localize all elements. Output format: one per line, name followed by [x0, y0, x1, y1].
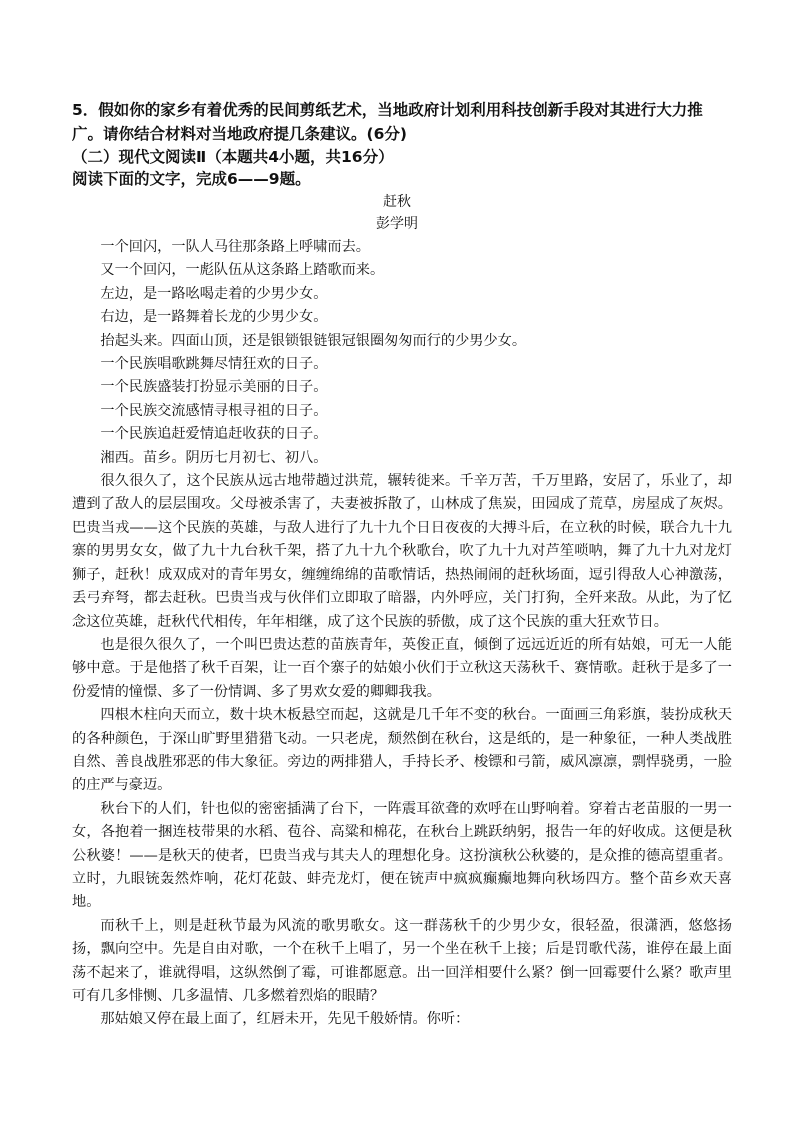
- article-line: 一个民族唱歌跳舞尽情狂欢的日子。: [100, 356, 328, 373]
- article-line: 一个民族追赶爱情追赶收获的日子。: [100, 426, 328, 443]
- article-line: 一个回闪，一队人马往那条路上呼啸而去。: [100, 239, 370, 255]
- article-paragraph: 也是很久很久了，一个叫巴贵达惹的苗族青年，英俊正直，倾倒了远远近近的所有姑娘，可无一人能够中意。于是他搭了秋千百架，让一百个寨子的姑娘小伙们于立秋这天荡秋千、赛情歌。赶秋于是多了一份爱情的憧憬、多了一份情调、多了男欢女爱的卿卿我我。: [72, 636, 732, 700]
- article-line: 一个民族交流感情寻根寻祖的日子。: [100, 402, 328, 419]
- article-line: 一个民族盛装打扮显示美丽的日子。: [100, 379, 328, 396]
- article-title: 赶秋: [383, 194, 411, 210]
- article-author: 彭学明: [376, 216, 418, 232]
- article-line: 又一个回闪，一彪队伍从这条路上踏歌而来。: [100, 262, 385, 279]
- article-paragraph: 秋台下的人们，针也似的密密插满了台下，一阵震耳欲聋的欢呼在山野响着。穿着古老苗服的一男一女，各抱着一捆连枝带果的水稻、苞谷、高粱和棉花，在秋台上跳跃纳躬，报告一年的好收成。这便是秋公秋婆！——是秋天的使者，巴贵当戎与其夫人的理想化身。这扮演秋公秋婆的，是众推的德高望重者。立时，九眼铳轰然炸响，花灯花鼓、蚌壳龙灯，便在铳声中疯疯癫癫地舞向秋场四方。整个苗乡欢天喜地。: [72, 800, 732, 911]
- article-paragraph: 很久很久了，这个民族从远古地带趟过洪荒，辗转徙来。千辛万苦，千万里路，安居了，乐业了，却遭到了敌人的层层围攻。父母被杀害了，夫妻被拆散了，山林成了焦炭，田园成了荒草，房屋成了灰烬。巴贵当戎——这个民族的英雄，与敌人进行了九十九个日日夜夜的大搏斗后，在立秋的时候，联合九十九寨的男男女女，做了九十九台秋千架，搭了九十九个秋歌台，吹了九十九对芦笙唢呐，舞了九十九对龙灯狮子，赶秋！成双成对的青年男女，缠缠绵绵的苗歌情话，热热闹闹的赶秋场面，逗引得敌人心神激荡，丢弓弃弩，都去赶秋。巴贵当戎与伙伴们立即取了暗器，内外呼应，关门打狗，全歼来敌。从此，为了忆念这位英雄，赶秋代代相传，年年相继，成了这个民族的骄傲，成了这个民族的重大狂欢节日。: [72, 473, 732, 630]
- article-line: 抬起头来。四面山顶，还是银锁银链银冠银圈匆匆而行的少男少女。: [100, 332, 527, 349]
- article-paragraph: 四根木柱向天而立，数十块木板悬空而起，这就是几千年不变的秋台。一面画三角彩旗，装扮成秋天的各种颜色，于深山旷野里猎猎飞动。一只老虎，颓然倒在秋台，这是纸的，是一种象征，一种人类战胜自然、善良战胜邪恶的伟大象征。旁边的两排猎人，手持长矛、梭镖和弓箭，威风凛凛，剽悍骁勇，一脸的庄严与豪迈。: [72, 707, 732, 794]
- article-line: 右边，是一路舞着长龙的少男少女。: [100, 309, 328, 326]
- article-body: [72, 236, 732, 1032]
- article-paragraph: 那姑娘又停在最上面了，红唇未开，先见千般娇情。你听：: [100, 1011, 470, 1028]
- section-heading: （二）现代文阅读Ⅱ（本题共4小题，共16分）: [72, 148, 394, 166]
- reading-instruction: 阅读下面的文字，完成6——9题。: [72, 170, 311, 188]
- article-line: 左边，是一路吆喝走着的少男少女。: [100, 285, 328, 302]
- question-5: 5．假如你的家乡有着优秀的民间剪纸艺术，当地政府计划利用科技创新手段对其进行大力推广。请你结合材料对当地政府提几条建议。(6分): [72, 101, 703, 143]
- article-paragraph: 而秋千上，则是赶秋节最为风流的歌男歌女。这一群荡秋千的少男少女，很轻盈，很潇洒，悠悠扬扬，飘向空中。先是自由对歌，一个在秋千上唱了，另一个坐在秋千上接；后是罚歌代荡，谁停在最上面荡不起来了，谁就得唱，这纵然倒了霉，可谁都愿意。出一回洋相要什么紧？倒一回霉要什么紧？歌声里可有几多悱恻、几多温情、几多燃着烈焰的眼睛？: [72, 917, 732, 1004]
- article-line: 湘西。苗乡。阴历七月初七、初八。: [100, 449, 328, 466]
